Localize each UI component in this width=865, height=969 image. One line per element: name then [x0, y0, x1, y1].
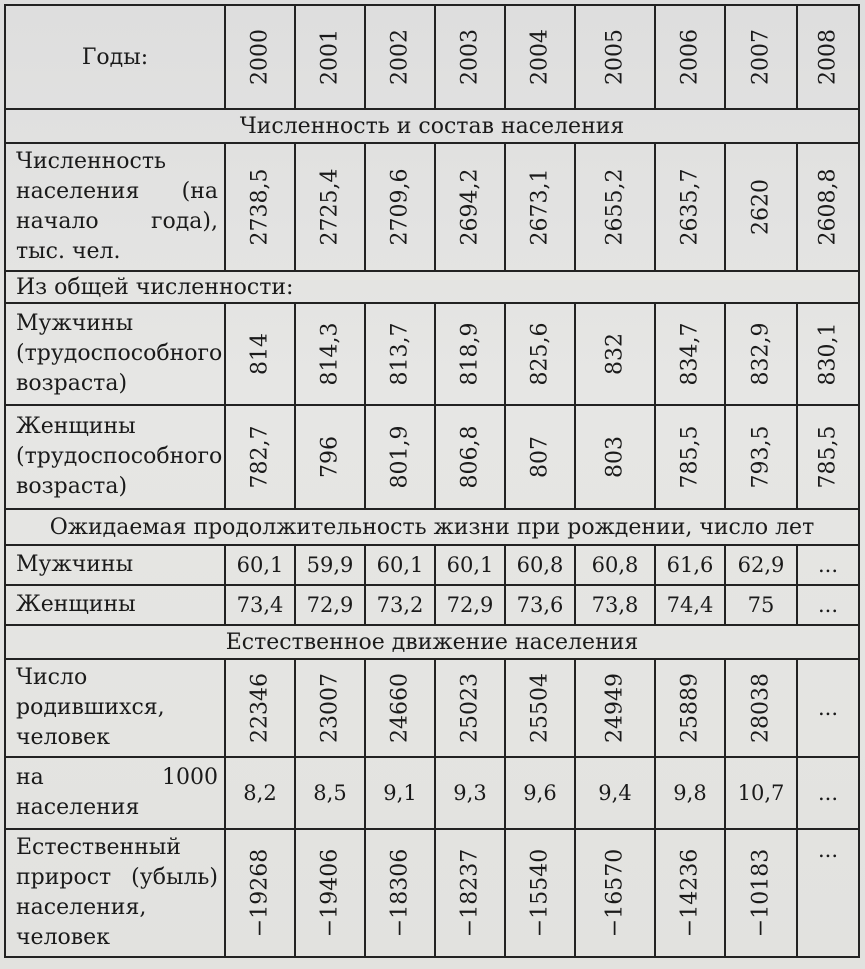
year-cell: [435, 5, 505, 109]
value-cell: 62,9: [725, 545, 797, 585]
value-cell: [575, 829, 655, 957]
table-row: [5, 143, 859, 271]
year-cell: [655, 5, 725, 109]
section-row: [5, 625, 859, 659]
value-cell: [725, 143, 797, 271]
value-cell: 9,4: [575, 757, 655, 829]
value-cell: [365, 829, 435, 957]
value-text: −19406: [317, 848, 343, 938]
value-cell: [365, 659, 435, 757]
value-cell: 9,1: [365, 757, 435, 829]
year-cell: [295, 5, 365, 109]
value-text: 825,6: [527, 322, 553, 386]
table-row: [5, 545, 859, 585]
value-cell: 72,9: [435, 585, 505, 625]
table-row: [5, 829, 859, 957]
value-text: 2694,2: [457, 168, 483, 246]
value-cell: [575, 303, 655, 405]
year-label: 2003: [457, 29, 483, 85]
value-cell: 73,4: [225, 585, 295, 625]
year-cell: [225, 5, 295, 109]
value-text: 2738,5: [247, 168, 273, 246]
value-text: −18237: [457, 848, 483, 938]
demographics-table: [4, 4, 860, 958]
value-text: 796: [317, 436, 343, 478]
value-text: −16570: [602, 848, 628, 938]
value-text: 25504: [527, 673, 553, 743]
row-label: Естественный прирост (убыль) населения, человек: [5, 829, 225, 957]
value-text: 818,9: [457, 322, 483, 386]
value-cell: 59,9: [295, 545, 365, 585]
value-cell: [505, 829, 575, 957]
value-cell: [655, 405, 725, 509]
year-cell: [725, 5, 797, 109]
row-label: Женщины (трудоспособного возраста): [5, 405, 225, 509]
value-cell: 60,1: [225, 545, 295, 585]
section-movement-title: Естественное движение населения: [5, 625, 859, 659]
value-text: 25023: [457, 673, 483, 743]
year-label: 2001: [317, 29, 343, 85]
row-label: на 1000 населения: [5, 757, 225, 829]
value-cell: [295, 143, 365, 271]
value-text: 25889: [677, 673, 703, 743]
table-row: [5, 757, 859, 829]
value-cell: [725, 303, 797, 405]
value-text: 23007: [317, 673, 343, 743]
value-text: 830,1: [815, 322, 841, 386]
value-text: −15540: [527, 848, 553, 938]
value-text: 834,7: [677, 322, 703, 386]
value-cell: [435, 829, 505, 957]
year-label: 2002: [387, 29, 413, 85]
value-cell: [655, 143, 725, 271]
year-label: 2000: [247, 29, 273, 85]
value-cell: [225, 659, 295, 757]
table-row: [5, 303, 859, 405]
years-header: Годы:: [5, 5, 225, 109]
value-cell: 60,1: [365, 545, 435, 585]
value-text: 24949: [602, 673, 628, 743]
value-cell: 72,9: [295, 585, 365, 625]
table-row: [5, 585, 859, 625]
value-text: 2655,2: [602, 168, 628, 246]
value-cell: ...: [797, 545, 859, 585]
value-cell: 8,2: [225, 757, 295, 829]
section-life-title: Ожидаемая продолжительность жизни при рождении, число лет: [5, 509, 859, 545]
value-text: 785,5: [677, 425, 703, 489]
value-cell: [295, 405, 365, 509]
year-cell: [365, 5, 435, 109]
value-cell: [295, 659, 365, 757]
value-cell: 9,3: [435, 757, 505, 829]
value-cell: [435, 659, 505, 757]
value-cell: [505, 659, 575, 757]
value-text: 28038: [748, 673, 774, 743]
year-label: 2004: [527, 29, 553, 85]
value-cell: 75: [725, 585, 797, 625]
value-text: 832: [602, 333, 628, 375]
value-cell: 73,8: [575, 585, 655, 625]
value-cell: 8,5: [295, 757, 365, 829]
value-cell: [505, 303, 575, 405]
value-cell: [365, 405, 435, 509]
value-cell: [725, 659, 797, 757]
value-text: 24660: [387, 673, 413, 743]
value-cell: 74,4: [655, 585, 725, 625]
value-text: 2608,8: [815, 168, 841, 246]
value-text: 814,3: [317, 322, 343, 386]
year-label: 2008: [815, 29, 841, 85]
value-cell: [505, 143, 575, 271]
value-cell: ...: [797, 585, 859, 625]
year-label: 2006: [677, 29, 703, 85]
value-cell: [575, 659, 655, 757]
table-row: [5, 405, 859, 509]
value-cell: [725, 829, 797, 957]
value-cell: 9,6: [505, 757, 575, 829]
value-cell: [725, 405, 797, 509]
value-cell: [797, 303, 859, 405]
value-cell: [365, 143, 435, 271]
header-row: [5, 5, 859, 109]
value-cell: 9,8: [655, 757, 725, 829]
value-cell: 73,2: [365, 585, 435, 625]
value-cell: [435, 303, 505, 405]
value-text: 2673,1: [527, 168, 553, 246]
value-cell: [655, 303, 725, 405]
section-population-title: Численность и состав населения: [5, 109, 859, 143]
value-cell: [295, 303, 365, 405]
year-cell: [575, 5, 655, 109]
value-cell: 60,8: [505, 545, 575, 585]
value-cell: [655, 829, 725, 957]
value-cell: [365, 303, 435, 405]
subsection-row: [5, 271, 859, 303]
row-label: Женщины: [5, 585, 225, 625]
row-label: Мужчины (трудоспособного возраста): [5, 303, 225, 405]
value-cell: [505, 405, 575, 509]
value-text: 2725,4: [317, 168, 343, 246]
value-text: 803: [602, 436, 628, 478]
value-cell: [225, 303, 295, 405]
value-cell: 60,1: [435, 545, 505, 585]
value-cell: [655, 659, 725, 757]
value-text: −14236: [677, 848, 703, 938]
value-cell: [575, 405, 655, 509]
table-row: [5, 659, 859, 757]
value-cell: [225, 829, 295, 957]
year-label: 2005: [602, 29, 628, 85]
value-text: 785,5: [815, 425, 841, 489]
value-cell: [575, 143, 655, 271]
value-text: 813,7: [387, 322, 413, 386]
value-text: 2709,6: [387, 168, 413, 246]
value-cell: [435, 405, 505, 509]
value-cell: [797, 143, 859, 271]
value-text: 2635,7: [677, 168, 703, 246]
value-cell: [435, 143, 505, 271]
section-row: [5, 109, 859, 143]
section-row: [5, 509, 859, 545]
year-label: 2007: [748, 29, 774, 85]
row-label: Число родившихся, человек: [5, 659, 225, 757]
subsection-title: Из общей численности:: [5, 271, 859, 303]
value-text: 782,7: [247, 425, 273, 489]
value-text: 807: [527, 436, 553, 478]
value-cell: [225, 405, 295, 509]
row-label: Мужчины: [5, 545, 225, 585]
value-text: −19268: [247, 848, 273, 938]
value-text: 806,8: [457, 425, 483, 489]
year-cell: [797, 5, 859, 109]
value-text: 2620: [748, 179, 774, 235]
value-cell: 61,6: [655, 545, 725, 585]
value-text: 22346: [247, 673, 273, 743]
row-label: Численность населения (на начало года), тыс. чел.: [5, 143, 225, 271]
year-cell: [505, 5, 575, 109]
value-text: −18306: [387, 848, 413, 938]
value-cell: 60,8: [575, 545, 655, 585]
value-cell: [295, 829, 365, 957]
value-text: 832,9: [748, 322, 774, 386]
value-cell: ...: [797, 829, 859, 957]
value-text: 814: [247, 333, 273, 375]
value-cell: [797, 405, 859, 509]
value-cell: 73,6: [505, 585, 575, 625]
value-text: 801,9: [387, 425, 413, 489]
value-cell: ...: [797, 659, 859, 757]
value-cell: [225, 143, 295, 271]
value-cell: 10,7: [725, 757, 797, 829]
value-cell: ...: [797, 757, 859, 829]
value-text: 793,5: [748, 425, 774, 489]
value-text: −10183: [748, 848, 774, 938]
